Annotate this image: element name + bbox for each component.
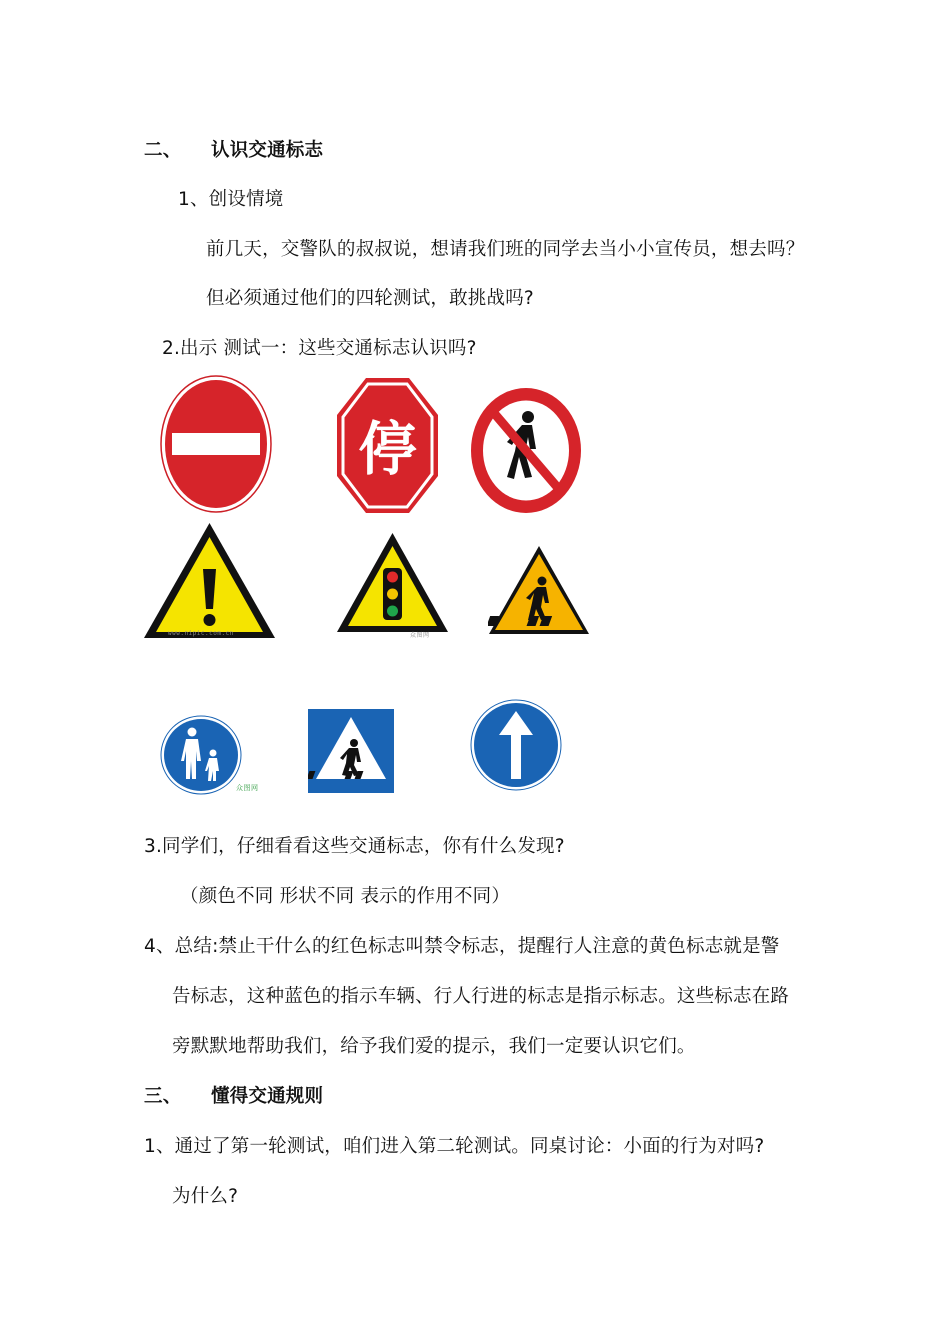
pedestrian-path-sign-icon: [160, 715, 242, 795]
item-3-label: 3.同学们，仔细看看这些交通标志，你有什么发现?: [144, 836, 565, 857]
item-1-label: 1、创设情境: [178, 189, 284, 210]
no-pedestrians-sign-icon: [470, 387, 582, 514]
item-2-label: 2.出示 测试一：这些交通标志认识吗?: [162, 338, 477, 359]
rule-1-line-2: 为什么?: [172, 1186, 239, 1207]
warning-exclamation-sign-icon: [142, 521, 277, 641]
intro-line-1: 前几天，交警队的叔叔说，想请我们班的同学去当小小宣传员，想去吗？: [206, 239, 805, 260]
pedestrian-crossing-warning-sign-icon: [488, 545, 590, 636]
rule-1-line-1: 1、通过了第一轮测试，咱们进入第二轮测试。同桌讨论：小面的行为对吗?: [144, 1136, 765, 1157]
watermark-2: 众图网: [410, 632, 430, 639]
item-3-answer: （颜色不同 形状不同 表示的作用不同）: [180, 886, 511, 907]
summary-line-3: 旁默默地帮助我们，给予我们爱的提示，我们一定要认识它们。: [172, 1036, 696, 1057]
section-2-title: 认识交通标志: [211, 140, 324, 161]
traffic-light-warning-sign-icon: [335, 531, 450, 635]
section-2-number: 二、: [144, 140, 182, 161]
straight-ahead-sign-icon: [470, 699, 562, 791]
stop-sign-icon: [336, 377, 439, 514]
crosswalk-sign-icon: [308, 709, 394, 793]
stop-sign-char: 停: [358, 415, 417, 483]
section-3-title: 懂得交通规则: [211, 1086, 324, 1107]
summary-line-2: 告标志，这种蓝色的指示车辆、行人行进的标志是指示标志。这些标志在路: [172, 986, 790, 1007]
watermark-1: www.nipic.com.cn: [168, 630, 234, 637]
watermark-3: 众图网: [236, 784, 259, 792]
summary-line-1: 4、总结:禁止干什么的红色标志叫禁令标志，提醒行人注意的黄色标志就是警: [144, 936, 780, 957]
section-3-number: 三、: [144, 1086, 182, 1107]
intro-line-2: 但必须通过他们的四轮测试，敢挑战吗?: [206, 288, 534, 309]
no-entry-sign-icon: [160, 375, 272, 513]
